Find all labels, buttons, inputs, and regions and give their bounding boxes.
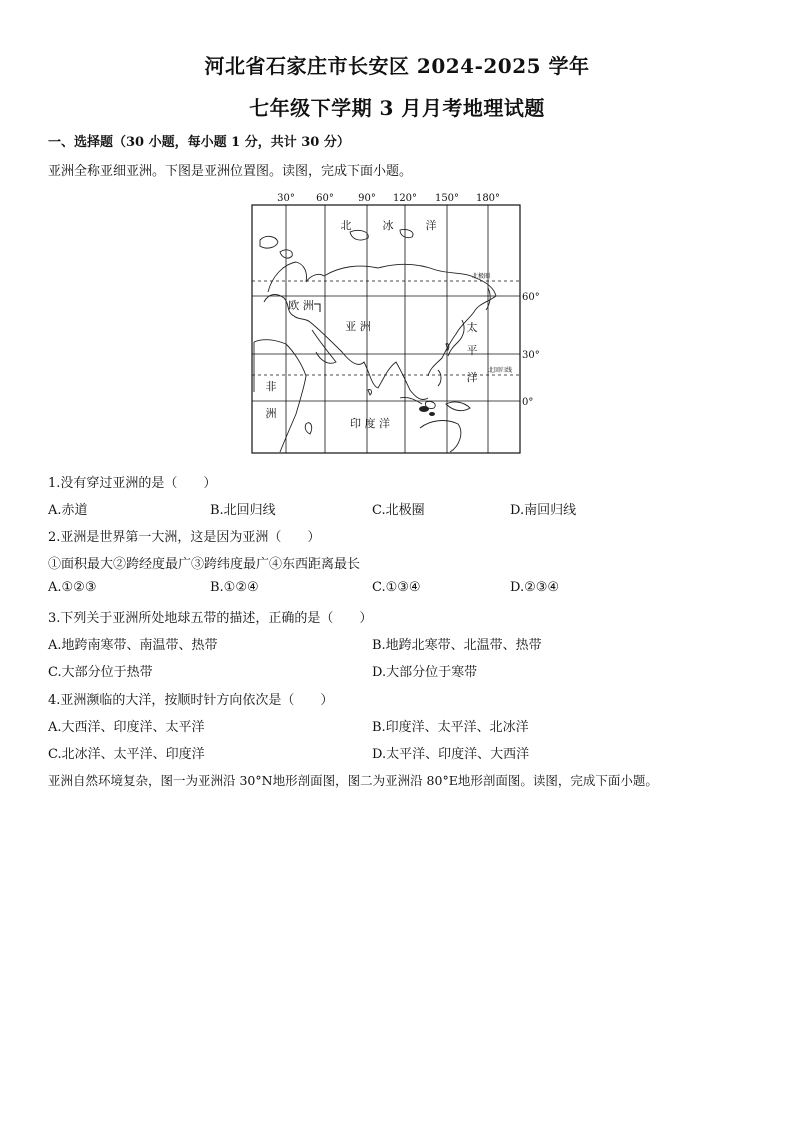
tropic-cancer-label: 北回归线 [488, 367, 513, 374]
lon-label-180: 180° [475, 193, 501, 204]
question-1-option-d[interactable]: D.南回归线 [510, 503, 577, 518]
question-2-statement: ①面积最大②跨经度最广③跨纬度最广④东西距离最长 [48, 557, 361, 572]
lon-label-30: 30° [277, 193, 295, 204]
question-3-option-d[interactable]: D.大部分位于寒带 [372, 665, 478, 680]
lat-label-30: 30° [522, 350, 540, 361]
indian-ocean-label: 印 度 洋 [350, 417, 390, 430]
lon-label-90: 90° [358, 193, 376, 204]
africa-label-1: 非 [265, 380, 277, 393]
island-marks [419, 406, 435, 416]
question-2-option-a[interactable]: A.①②③ [48, 580, 97, 595]
arctic-ocean-label-2: 冰 [382, 219, 394, 232]
map-frame [252, 205, 520, 453]
question-3-option-b[interactable]: B.地跨北寒带、北温带、热带 [372, 638, 542, 653]
question-4-option-a[interactable]: A.大西洋、印度洋、太平洋 [48, 720, 205, 735]
intro-text: 亚洲全称亚细亚洲。下图是亚洲位置图。读图，完成下面小题。 [48, 164, 413, 179]
question-2-option-c[interactable]: C.①③④ [372, 580, 421, 595]
lat-label-0: 0° [522, 397, 534, 408]
question-3-stem: 3.下列关于亚洲所处地球五带的描述，正确的是（ ） [48, 611, 373, 626]
question-3-option-c[interactable]: C.大部分位于热带 [48, 665, 153, 680]
closing-text: 亚洲自然环境复杂，图一为亚洲沿 30°N地形剖面图，图二为亚洲沿 80°E地形剖面图。读图，完成下面小题。 [48, 773, 658, 788]
page-title: 河北省石家庄市长安区 2024-2025 学年 [204, 54, 590, 78]
arctic-ocean-label-3: 洋 [425, 219, 437, 232]
section-header: 一、选择题（30 小题，每小题 1 分，共计 30 分） [48, 135, 350, 150]
lon-label-60: 60° [316, 193, 334, 204]
pacific-label-3: 洋 [466, 371, 478, 384]
lon-label-150: 150° [434, 193, 460, 204]
question-1-option-c[interactable]: C.北极圈 [372, 503, 425, 518]
question-2-option-d[interactable]: D.②③④ [510, 580, 560, 595]
asia-location-map [250, 192, 550, 456]
question-3-option-a[interactable]: A.地跨南寒带、南温带、热带 [48, 638, 218, 653]
question-4-stem: 4.亚洲濒临的大洋，按顺时针方向依次是（ ） [48, 693, 334, 708]
pacific-label-2: 平 [466, 344, 478, 357]
arctic-ocean-label-1: 北 [340, 219, 352, 232]
question-1-option-a[interactable]: A.赤道 [48, 503, 88, 518]
lat-label-60: 60° [522, 292, 540, 303]
europe-asia-border-mark [314, 304, 320, 312]
pacific-label-1: 太 [466, 321, 478, 334]
arctic-circle-label: 北极圈 [472, 273, 491, 280]
question-1-option-b[interactable]: B.北回归线 [210, 503, 276, 518]
question-4-option-b[interactable]: B.印度洋、太平洋、北冰洋 [372, 720, 529, 735]
question-1-stem: 1.没有穿过亚洲的是（ ） [48, 476, 217, 491]
question-4-option-c[interactable]: C.北冰洋、太平洋、印度洋 [48, 747, 205, 762]
question-4-option-d[interactable]: D.太平洋、印度洋、大西洋 [372, 747, 530, 762]
meridian-grid [286, 205, 491, 453]
question-2-stem: 2.亚洲是世界第一大洲，这是因为亚洲（ ） [48, 530, 321, 545]
page-subtitle: 七年级下学期 3 月月考地理试题 [249, 96, 545, 120]
lon-label-120: 120° [392, 193, 418, 204]
africa-label-2: 洲 [265, 407, 277, 420]
europe-label: 欧 洲 [288, 299, 314, 312]
asia-label: 亚 洲 [345, 320, 371, 333]
question-2-option-b[interactable]: B.①②④ [210, 580, 259, 595]
